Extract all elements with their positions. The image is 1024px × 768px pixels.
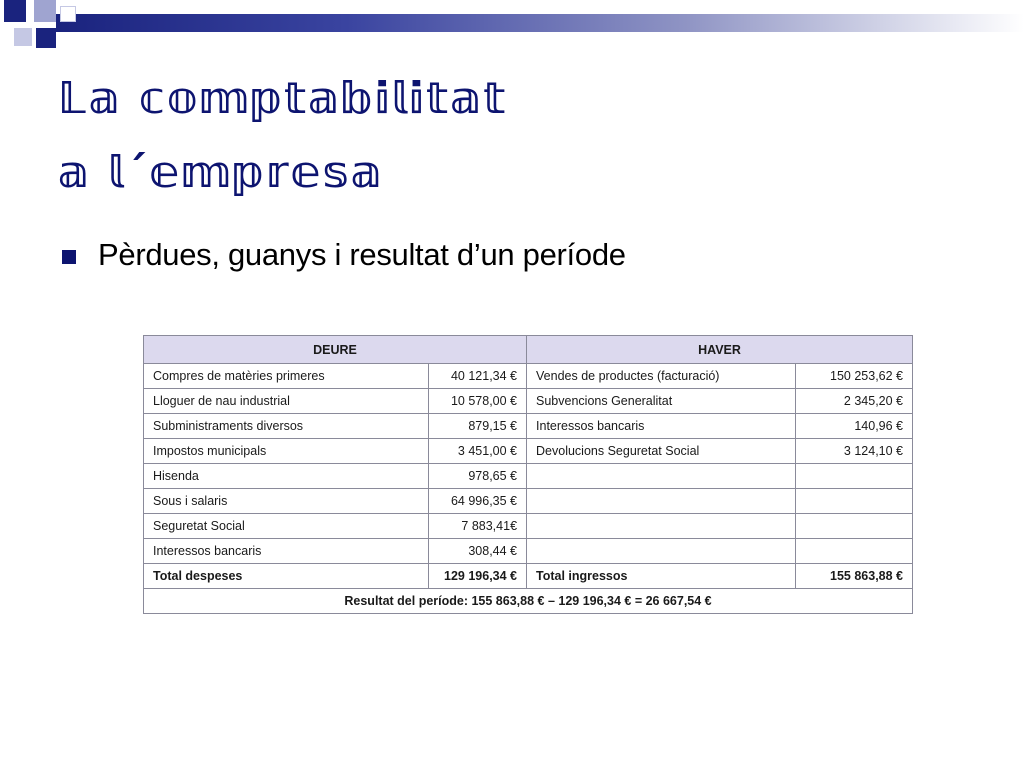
haver-amount — [796, 464, 913, 489]
haver-label: Vendes de productes (facturació) — [527, 364, 796, 389]
deure-amount: 10 578,00 € — [429, 389, 527, 414]
deco-square — [60, 6, 76, 22]
haver-label: Interessos bancaris — [527, 414, 796, 439]
haver-amount: 3 124,10 € — [796, 439, 913, 464]
haver-label — [527, 464, 796, 489]
deco-square — [34, 0, 56, 22]
result-row — [144, 589, 913, 614]
decorative-header — [0, 0, 1024, 50]
deure-label: Seguretat Social — [144, 514, 429, 539]
table-row — [144, 439, 913, 464]
table-row — [144, 414, 913, 439]
haver-label — [527, 514, 796, 539]
table-row — [144, 364, 913, 389]
table-header-row — [144, 336, 913, 364]
haver-amount: 2 345,20 € — [796, 389, 913, 414]
header-haver: HAVER — [527, 336, 913, 364]
deco-square — [36, 28, 56, 48]
haver-amount: 140,96 € — [796, 414, 913, 439]
result-formula: Resultat del període: 155 863,88 € – 129 196,34 € = 26 667,54 € — [144, 589, 913, 614]
haver-amount: 150 253,62 € — [796, 364, 913, 389]
haver-label — [527, 489, 796, 514]
haver-amount — [796, 489, 913, 514]
deure-label: Sous i salaris — [144, 489, 429, 514]
total-ingressos-amount: 155 863,88 € — [796, 564, 913, 589]
ledger-table — [143, 335, 913, 614]
deco-square — [14, 28, 32, 46]
totals-row — [144, 564, 913, 589]
header-deure: DEURE — [144, 336, 527, 364]
square-bullet-icon — [62, 250, 76, 264]
total-despeses-amount: 129 196,34 € — [429, 564, 527, 589]
haver-amount — [796, 514, 913, 539]
deco-square — [4, 0, 26, 22]
table-row — [144, 539, 913, 564]
deure-label: Hisenda — [144, 464, 429, 489]
deure-label: Compres de matèries primeres — [144, 364, 429, 389]
title-line-2: 𝕒 𝕝´𝕖𝕞𝕡𝕣𝕖𝕤𝕒 — [58, 147, 384, 198]
haver-label: Devolucions Seguretat Social — [527, 439, 796, 464]
total-despeses-label: Total despeses — [144, 564, 429, 589]
table-row — [144, 464, 913, 489]
bullet-item — [62, 233, 626, 277]
deure-amount: 40 121,34 € — [429, 364, 527, 389]
total-ingressos-label: Total ingressos — [527, 564, 796, 589]
deure-amount: 978,65 € — [429, 464, 527, 489]
deure-label: Impostos municipals — [144, 439, 429, 464]
table-row — [144, 389, 913, 414]
deure-amount: 64 996,35 € — [429, 489, 527, 514]
title-line-1: 𝕃𝕒 𝕔𝕠𝕞𝕡𝕥𝕒𝕓𝕚𝕝𝕚𝕥𝕒𝕥 — [58, 73, 508, 124]
deure-amount: 308,44 € — [429, 539, 527, 564]
haver-amount — [796, 539, 913, 564]
haver-label: Subvencions Generalitat — [527, 389, 796, 414]
deure-label: Subministraments diversos — [144, 414, 429, 439]
deure-amount: 3 451,00 € — [429, 439, 527, 464]
deure-label: Lloguer de nau industrial — [144, 389, 429, 414]
haver-label — [527, 539, 796, 564]
table-row — [144, 489, 913, 514]
deure-amount: 7 883,41€ — [429, 514, 527, 539]
table-row — [144, 514, 913, 539]
gradient-bar — [56, 14, 1024, 32]
deure-amount: 879,15 € — [429, 414, 527, 439]
bullet-text: Pèrdues, guanys i resultat d’un període — [98, 237, 626, 272]
deure-label: Interessos bancaris — [144, 539, 429, 564]
slide-title — [58, 62, 998, 210]
